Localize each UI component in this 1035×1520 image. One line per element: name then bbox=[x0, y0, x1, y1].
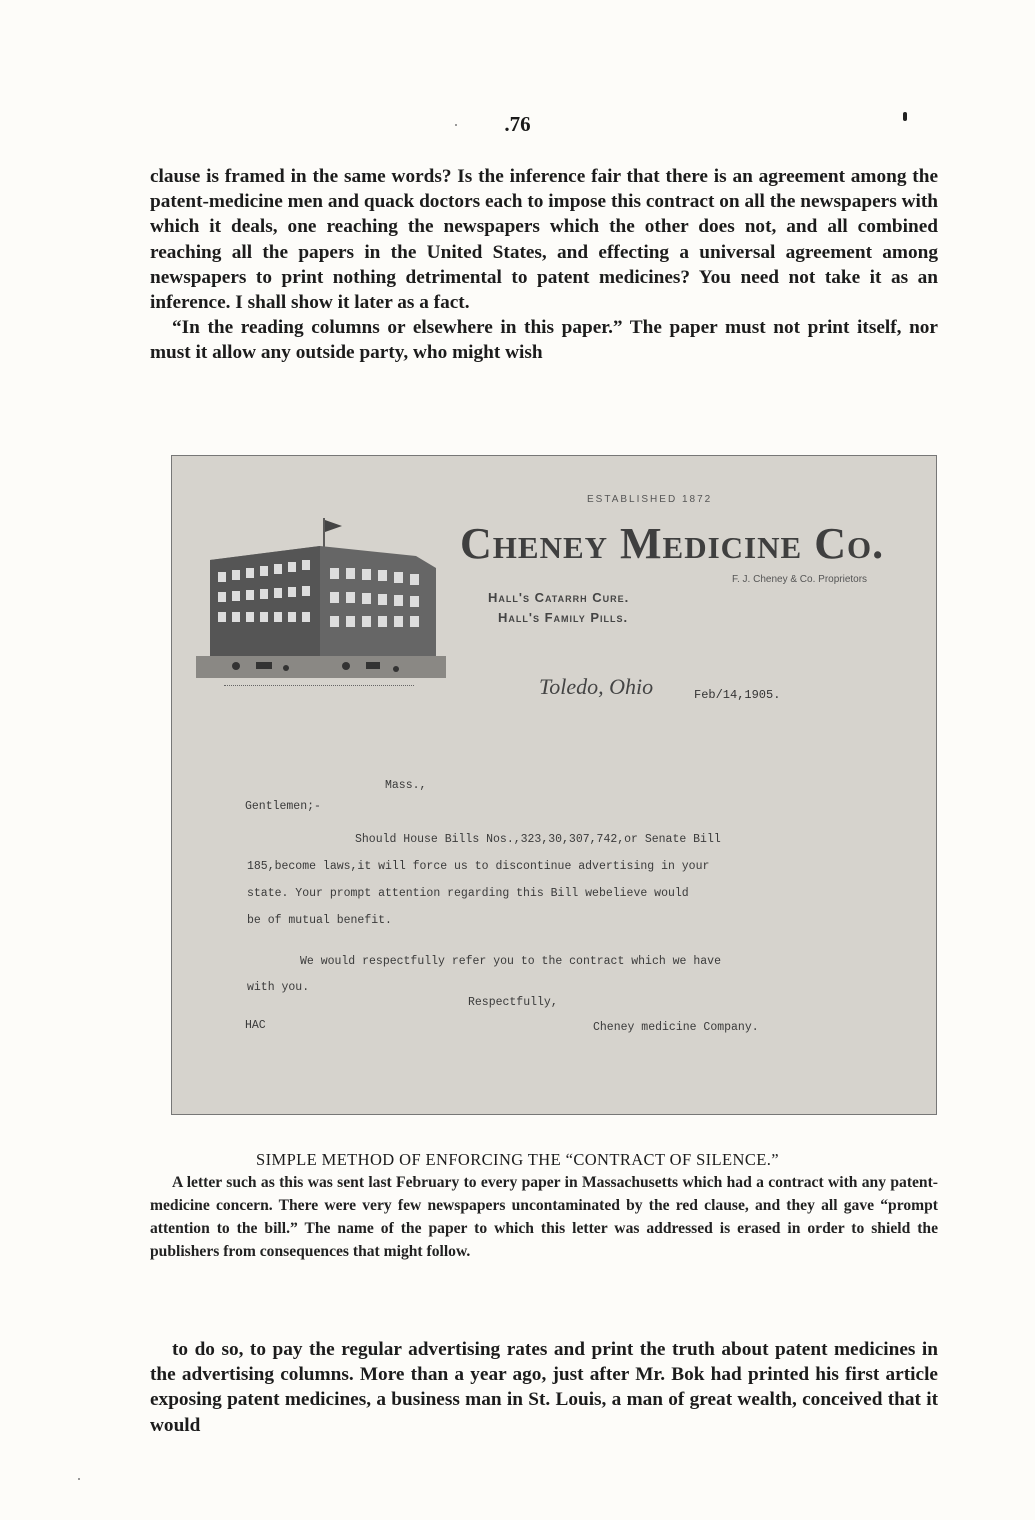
letter-body-line: 185,become laws,it will force us to discontinue advertising in your bbox=[247, 860, 710, 873]
paragraph-advertising-rates: to do so, to pay the regular advertising rates and print the truth about patent medicines in the advertising columns. More than a year ago, just after Mr. Bok had printed his first article exposing patent medicines, a business man in St. Louis, a man of great wealth, conceived that it would bbox=[150, 1339, 938, 1436]
company-name: Cheney Medicine Co. bbox=[460, 519, 885, 568]
figure-caption-title: SIMPLE METHOD OF ENFORCING THE “CONTRACT OF SILENCE.” bbox=[256, 1150, 779, 1169]
paragraph-reading-columns: “In the reading columns or elsewhere in this paper.” The paper must not print itself, nor must it allow any outside party, who might wish bbox=[150, 317, 938, 364]
product-catarrh-cure: Hall's Catarrh Cure. bbox=[488, 590, 630, 605]
paragraph-clause-framed: clause is framed in the same words? Is the inference fair that there is an agreement among the patent-medicine men and quack doctors each to impose this contract on all the newspapers with which it deals, one reaching the newspapers which the other does not, and all combined reaching all the papers in the United States, and effecting a universal agreement among newspapers to print nothing detrimental to patent medicines? You need not take it as an inference. I shall show it later as a fact. bbox=[150, 166, 938, 314]
letter-closing: Respectfully, bbox=[468, 996, 558, 1009]
stray-ink-mark bbox=[903, 112, 907, 121]
letter-body-line: Should House Bills Nos.,323,30,307,742,or Senate Bill bbox=[355, 833, 721, 846]
building-caption-line bbox=[224, 685, 414, 689]
product-family-pills: Hall's Family Pills. bbox=[498, 610, 629, 625]
established-label: ESTABLISHED 1872 bbox=[587, 494, 713, 505]
letter-initials: HAC bbox=[245, 1019, 266, 1032]
letter-body-line: We would respectfully refer you to the contract which we have bbox=[300, 955, 721, 968]
letter-body-line: with you. bbox=[247, 981, 310, 994]
page-number: .76 bbox=[504, 112, 531, 136]
specks bbox=[455, 124, 457, 126]
letter-recipient: Mass., bbox=[385, 779, 427, 792]
letter-signature: Cheney medicine Company. bbox=[593, 1021, 759, 1034]
letter-body-paragraph-1 bbox=[247, 826, 721, 934]
facsimile-letter bbox=[171, 455, 937, 1115]
body-text-bottom bbox=[150, 1337, 938, 1438]
building-illustration bbox=[196, 516, 446, 686]
body-text-top bbox=[150, 164, 938, 366]
letter-body-line: state. Your prompt attention regarding this Bill webelieve would bbox=[247, 887, 689, 900]
specks bbox=[78, 1478, 80, 1480]
letter-place: Toledo, Ohio bbox=[539, 674, 654, 699]
letter-salutation: Gentlemen;- bbox=[245, 800, 321, 813]
figure-caption-text: A letter such as this was sent last February to every paper in Massachusetts which had a contract with any patent-medicine concern. There were very few newspapers uncontaminated by the red clause, and they all gave “prompt attention to the bill.” The name of the paper to which this letter was addressed is erased in order to shield the publishers from consequences that might follow. bbox=[150, 1174, 938, 1260]
letter-body-paragraph-2 bbox=[247, 949, 721, 1001]
proprietors-label: F. J. Cheney & Co. Proprietors bbox=[732, 574, 868, 585]
letter-date: Feb/14,1905. bbox=[694, 688, 781, 702]
letter-body-line: be of mutual benefit. bbox=[247, 914, 392, 927]
